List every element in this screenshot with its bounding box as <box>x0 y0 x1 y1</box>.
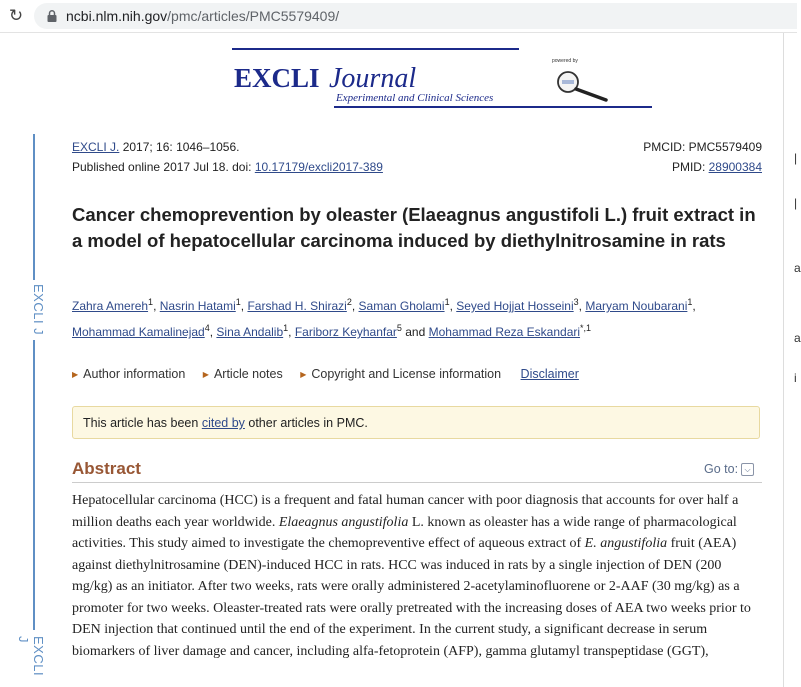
banner-brand: EXCLI <box>234 63 320 93</box>
triangle-right-icon: ▶ <box>72 370 79 379</box>
species-name: E. angustifolia <box>584 536 668 551</box>
abstract-text <box>72 490 764 662</box>
url-text <box>66 7 339 25</box>
species-name: Elaeagnus angustifolia <box>278 514 409 530</box>
published-text: Published online 2017 Jul 18. doi: <box>72 160 255 174</box>
author-link[interactable]: Maryam Noubarani <box>585 299 688 313</box>
journal-link[interactable]: EXCLI J. <box>72 140 120 154</box>
article-title: Cancer chemoprevention by oleaster (Elaeagnus angustifoli L.) fruit extract in a model of hepatocellular carcinoma induced by diethylnitrosamine in rats <box>72 204 756 251</box>
author-link[interactable]: Saman Gholami <box>358 299 445 313</box>
author-list: Zahra Amereh$^1$, Nasrin Hatami$^1$, Farshad H. Shirazi$^2$, Saman Gholami$^1$, Seyed Hojjat Hosseini$^3$, Maryam Noubarani$^1$, Mohammad Kamalinejad$^4$, Sina Andalib$^1$, Fariborz Keyhanfar$^5$ and Mohammad Reza Eskandari$^{*,1}$ <box>72 297 696 339</box>
triangle-right-icon: ▶ <box>300 370 307 379</box>
url-path: /pmc/articles/PMC5579409/ <box>167 8 340 24</box>
published-line <box>72 157 762 177</box>
banner-subtitle: Experimental and Clinical Sciences <box>336 92 494 104</box>
lock-icon <box>45 9 59 23</box>
sidebar-line <box>33 134 35 280</box>
abstract-segment: L. known as oleaster has a wide range of pharmacological activities. This study aimed to investigate the chemopreventive effect of aqueous extract of <box>72 514 737 551</box>
author-info-label: Author information <box>83 367 186 381</box>
author-info-toggle[interactable] <box>72 367 185 381</box>
author-link[interactable]: Nasrin Hatami <box>159 299 236 313</box>
affiliation-marker: 1 <box>687 297 693 307</box>
triangle-right-icon: ▶ <box>202 370 209 379</box>
affiliation-marker: 1 <box>283 323 289 333</box>
pmid-link[interactable]: 28900384 <box>708 160 762 174</box>
powered-by-label: powered by <box>552 58 578 64</box>
abstract-segment: Hepatocellular carcinoma (HCC) is a frequent and fatal human cancer with poor diagnosis that accounts for over half a million deaths each year worldwide. <box>72 493 739 530</box>
right-edge-fragment: a <box>794 261 801 275</box>
right-edge-fragment: | <box>794 151 798 165</box>
right-panel-edge <box>783 33 801 687</box>
author-link[interactable]: Farshad H. Shirazi <box>247 299 347 313</box>
disclaimer-link[interactable]: Disclaimer <box>520 367 579 381</box>
banner-journal: Journal <box>329 63 417 94</box>
cited-by-link[interactable]: cited by <box>201 416 245 430</box>
author-link[interactable]: Mohammad Kamalinejad <box>72 325 205 339</box>
author-link[interactable]: Zahra Amereh <box>72 299 149 313</box>
section-divider <box>72 482 762 483</box>
copyright-toggle[interactable] <box>300 367 501 381</box>
notice-text: This article has been <box>83 416 202 430</box>
citation-detail: 2017; 16: 1046–1056. <box>119 140 240 154</box>
affiliation-marker: 5 <box>396 323 402 333</box>
url-host: ncbi.nlm.nih.gov <box>66 8 168 24</box>
article-notes-label: Article notes <box>213 367 283 381</box>
banner-rule <box>334 106 652 108</box>
abstract-heading: Abstract <box>72 459 141 478</box>
right-edge-fragment: i <box>794 371 797 385</box>
article-notes-toggle[interactable] <box>203 367 283 381</box>
right-edge-fragment: | <box>794 196 798 210</box>
pmid-label: PMID: <box>671 160 709 174</box>
address-bar[interactable] <box>34 3 797 29</box>
affiliation-marker: 4 <box>204 323 210 333</box>
pmid-line <box>672 157 762 177</box>
goto-menu[interactable] <box>704 462 754 476</box>
author-link[interactable]: Fariborz Keyhanfar <box>294 325 397 339</box>
goto-label: Go to: <box>704 462 739 476</box>
banner-rule <box>232 48 519 50</box>
affiliation-marker: 1 <box>444 297 450 307</box>
author-link[interactable]: Mohammad Reza Eskandari <box>428 325 581 339</box>
author-link[interactable]: Seyed Hojjat Hosseini <box>456 299 574 313</box>
copyright-label: Copyright and License information <box>311 367 502 381</box>
magnifier-icon <box>550 62 614 102</box>
authors-conjunction: and <box>405 325 426 339</box>
journal-banner[interactable] <box>232 48 652 108</box>
article-info-bar <box>72 367 579 381</box>
right-edge-fragment: a <box>794 331 801 345</box>
affiliation-marker: 1 <box>148 297 154 307</box>
affiliation-marker: *,1 <box>580 323 592 333</box>
affiliation-marker: 1 <box>235 297 241 307</box>
reload-icon[interactable]: ↻ <box>8 6 24 25</box>
sidebar-line <box>33 340 35 630</box>
doi-link[interactable]: 10.17179/excli2017-389 <box>254 160 383 174</box>
notice-text-end: other articles in PMC. <box>244 416 368 430</box>
sidebar-journal-label: EXCLI J <box>22 632 46 687</box>
author-link[interactable]: Sina Andalib <box>216 325 284 339</box>
citation-meta <box>72 137 762 177</box>
cited-by-notice <box>72 406 760 439</box>
affiliation-marker: 3 <box>573 297 579 307</box>
browser-toolbar <box>0 0 797 33</box>
sidebar-journal-label: EXCLI J <box>22 280 46 339</box>
chevron-down-icon: ⌵ <box>741 463 754 476</box>
pmcid: PMCID: PMC5579409 <box>643 140 762 154</box>
affiliation-marker: 2 <box>346 297 352 307</box>
abstract-segment: fruit (AEA) against diethylnitrosamine (DEN)-induced HCC in rats. HCC was induced in rats by a single injection of DEN (200 mg/kg) as an initiator. After two weeks, rats were orally administered 2-acetylaminofluorene or 2-AAF (30 mg/kg) as a promoter for two weeks. Oleaster-treated rats were orally pretreated with the increasing doses of AEA two weeks prior to DEN injection that continued until the end of the experiment. In the current study, a significant decrease in serum biomarkers of liver damage and cancer, including alfa-fetoprotein (AFP), gamma glutamyl transpeptidase (GGT), <box>72 536 751 659</box>
